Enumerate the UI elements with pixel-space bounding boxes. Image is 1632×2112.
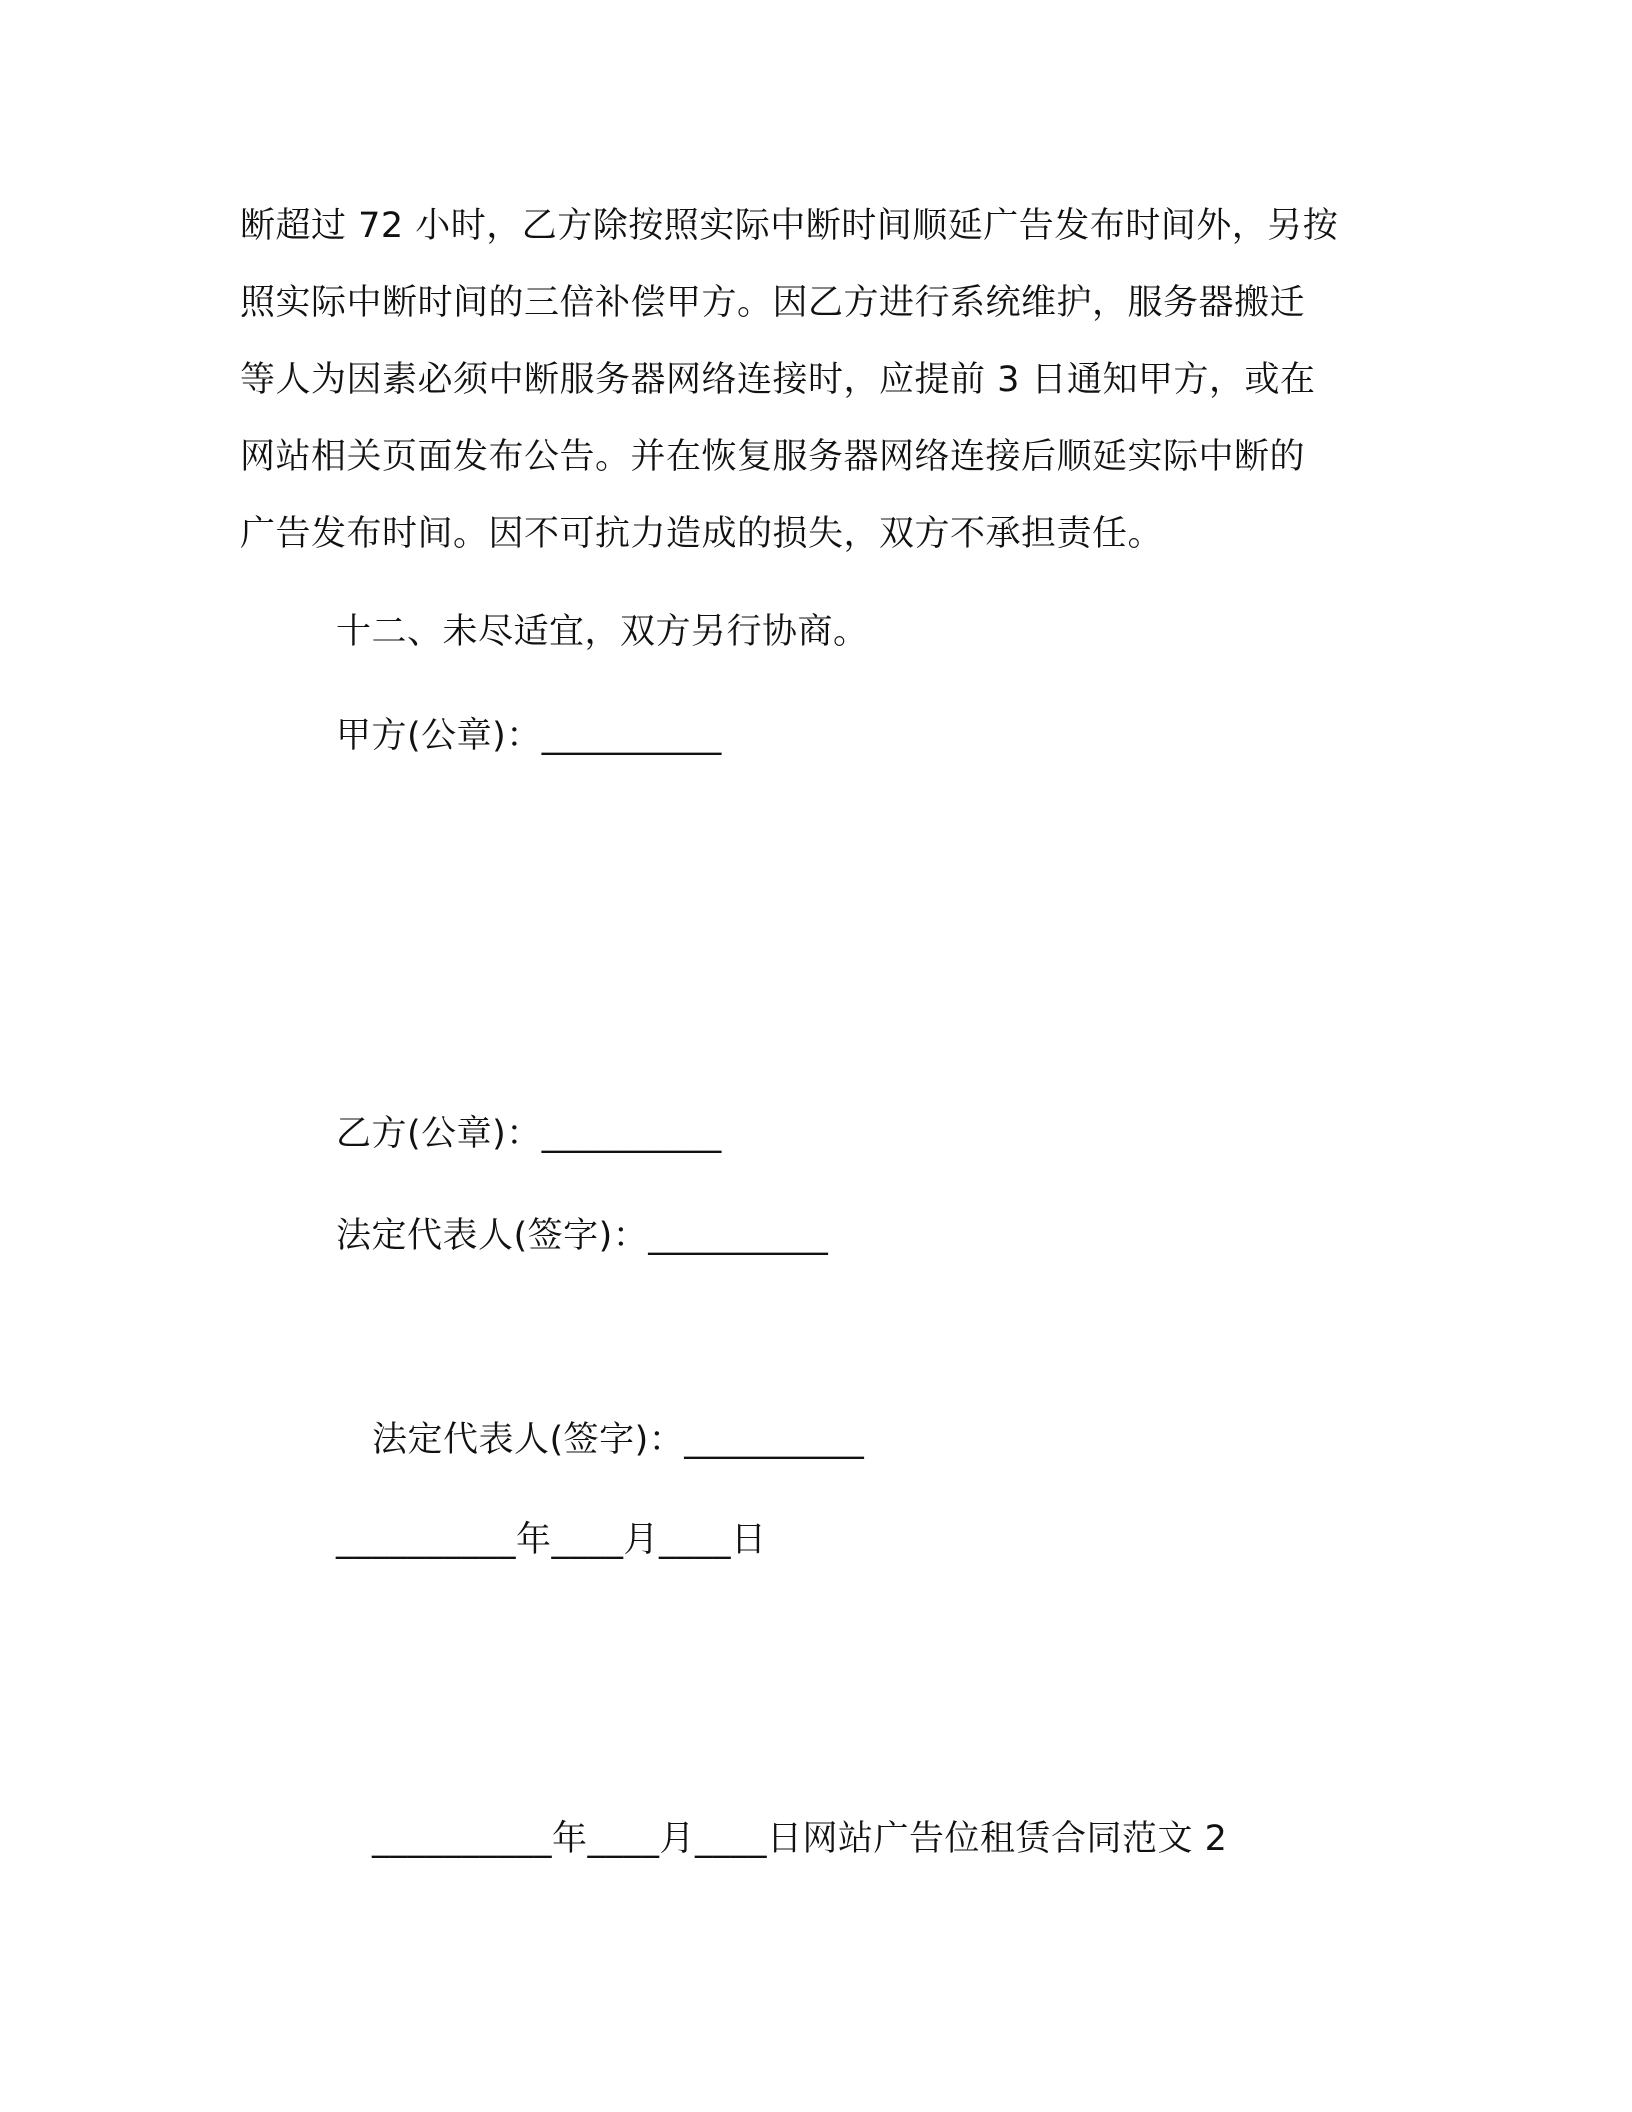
body-line-2: 照实际中断时间的三倍补偿甲方。因乙方进行系统维护，服务器搬迁 [240, 283, 1306, 323]
contract-body-paragraph [240, 188, 1390, 573]
party-a-seal-line: 甲方(公章)：__________ [336, 716, 722, 756]
party-b-seal-line: 乙方(公章)：__________ [336, 1114, 722, 1154]
clause-12: 十二、未尽适宜，双方另行协商。 [336, 612, 869, 652]
body-line-5: 广告发布时间。因不可抗力造成的损失，双方不承担责任。 [240, 514, 1164, 554]
legal-representative-signature-2: 法定代表人(签字)：__________ [372, 1420, 865, 1460]
next-contract-title: __________年____月____日网站广告位租赁合同范文 2 [372, 1819, 1228, 1859]
signing-date-line: __________年____月____日 [336, 1520, 767, 1560]
legal-representative-signature-1: 法定代表人(签字)：__________ [336, 1216, 829, 1256]
body-line-1: 断超过 72 小时，乙方除按照实际中断时间顺延广告发布时间外，另按 [240, 206, 1339, 246]
body-line-3: 等人为因素必须中断服务器网络连接时，应提前 3 日通知甲方，或在 [240, 360, 1316, 400]
body-line-4: 网站相关页面发布公告。并在恢复服务器网络连接后顺延实际中断的 [240, 437, 1306, 477]
